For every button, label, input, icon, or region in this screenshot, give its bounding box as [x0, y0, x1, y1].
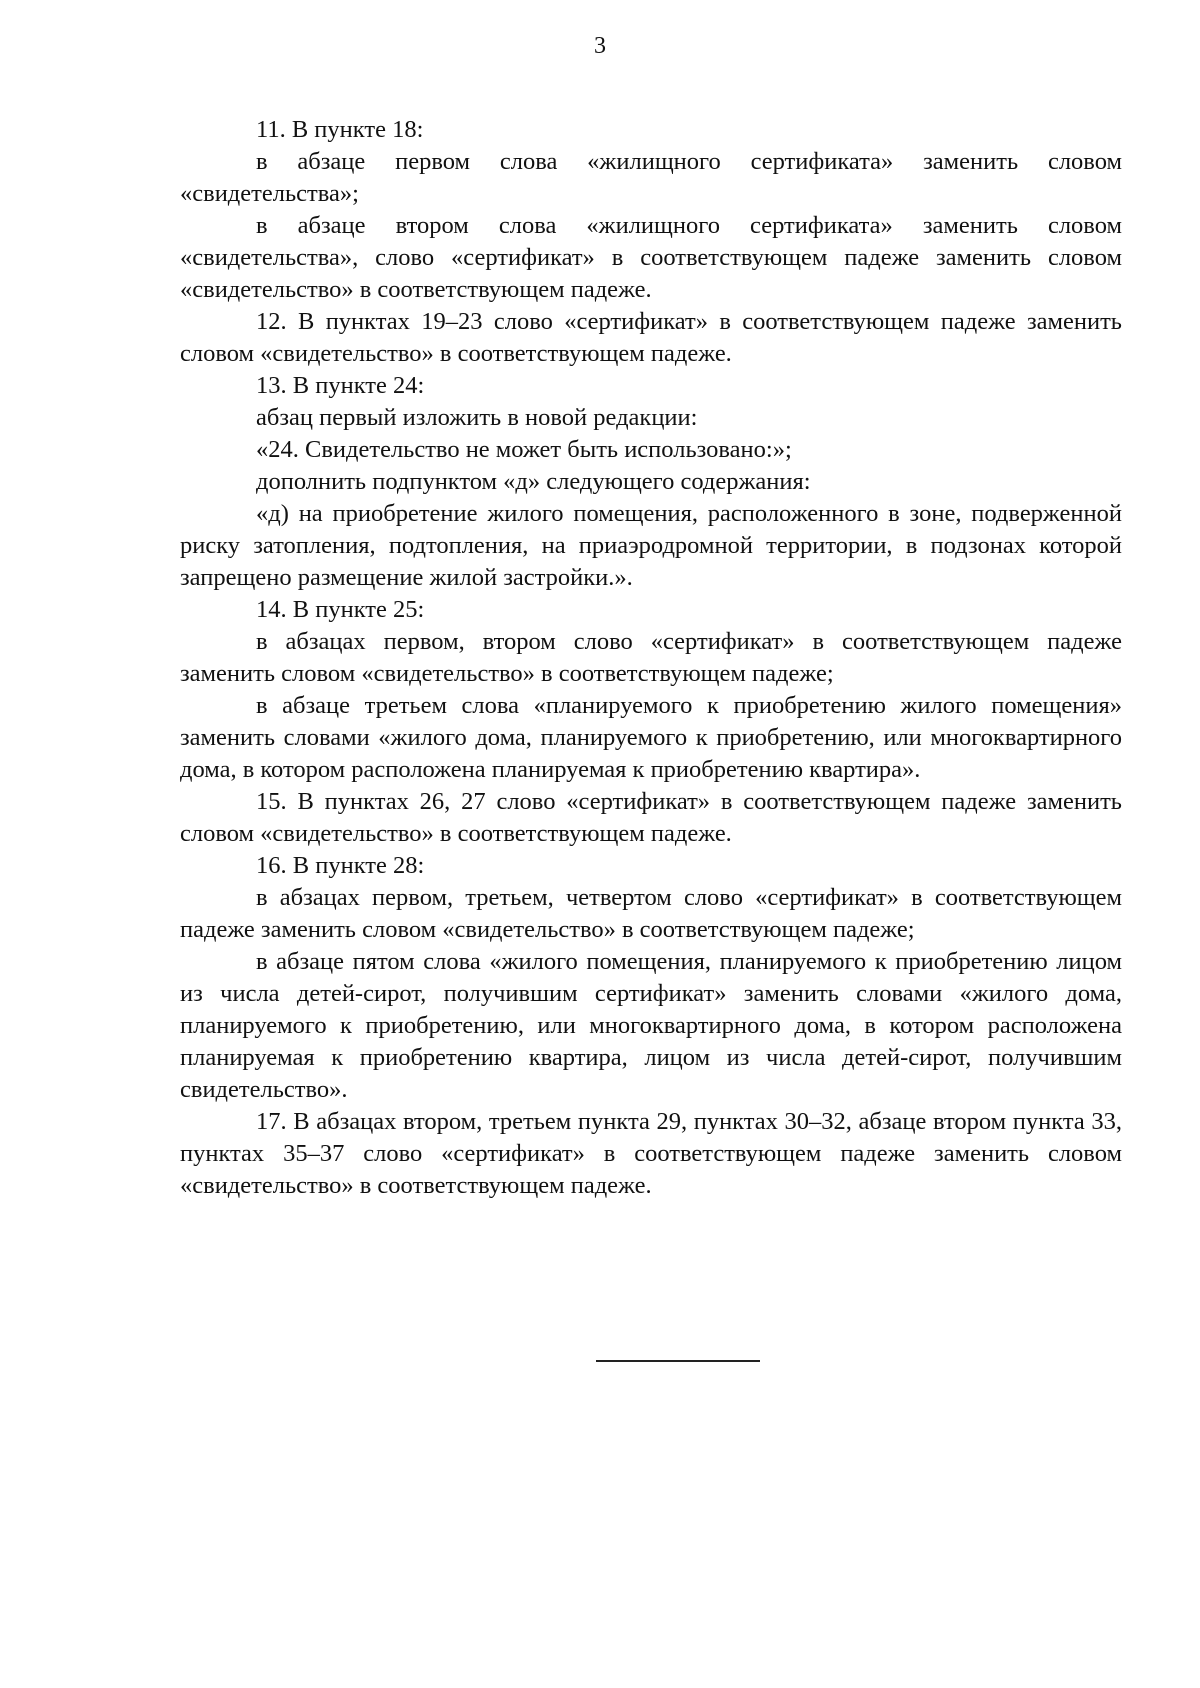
page-number: 3	[594, 33, 606, 59]
paragraph: «д) на приобретение жилого помещения, расположенного в зоне, подверженной риску затопления, подтопления, на приаэродромной территории, в подзонах которой запрещено размещение жилой застройки.».	[180, 500, 1122, 591]
end-of-document-rule	[596, 1360, 760, 1362]
paragraph: дополнить подпунктом «д» следующего содержания:	[256, 468, 811, 495]
paragraph: в абзаце втором слова «жилищного сертификата» заменить словом «свидетельства», слово «сертификат» в соответствующем падеже заменить словом «свидетельство» в соответствующем падеже.	[180, 212, 1122, 303]
paragraph-item-17: 17. В абзацах втором, третьем пункта 29, пунктах 30–32, абзаце втором пункта 33, пунктах 35–37 слово «сертификат» в соответствующем падеже заменить словом «свидетельство» в соответствующем падеже.	[180, 1108, 1122, 1199]
paragraph-item-16-heading: 16. В пункте 28:	[256, 852, 425, 879]
paragraph-item-14-heading: 14. В пункте 25:	[256, 596, 425, 623]
paragraph: в абзацах первом, втором слово «сертификат» в соответствующем падеже заменить словом «свидетельство» в соответствующем падеже;	[180, 628, 1122, 687]
paragraph-item-11-heading: 11. В пункте 18:	[256, 116, 424, 143]
paragraph: в абзацах первом, третьем, четвертом слово «сертификат» в соответствующем падеже заменить словом «свидетельство» в соответствующем падеже;	[180, 884, 1122, 943]
paragraph-item-15: 15. В пунктах 26, 27 слово «сертификат» в соответствующем падеже заменить словом «свидетельство» в соответствующем падеже.	[180, 788, 1122, 847]
paragraph: в абзаце пятом слова «жилого помещения, планируемого к приобретению лицом из числа детей-сирот, получившим сертификат» заменить словами «жилого дома, планируемого к приобретению, или многоквартирного дома, в котором расположена планируемая к приобретению квартира, лицом из числа детей-сирот, получившим свидетельство».	[180, 948, 1122, 1103]
document-body	[180, 114, 1122, 1202]
paragraph: в абзаце третьем слова «планируемого к приобретению жилого помещения» заменить словами «жилого дома, планируемого к приобретению, или многоквартирного дома, в котором расположена планируемая к приобретению квартира».	[180, 692, 1122, 783]
paragraph-item-13-heading: 13. В пункте 24:	[256, 372, 425, 399]
paragraph: абзац первый изложить в новой редакции:	[256, 404, 698, 431]
paragraph: в абзаце первом слова «жилищного сертификата» заменить словом «свидетельства»;	[180, 148, 1122, 207]
paragraph: «24. Свидетельство не может быть использовано:»;	[256, 436, 792, 463]
paragraph-item-12: 12. В пунктах 19–23 слово «сертификат» в соответствующем падеже заменить словом «свидетельство» в соответствующем падеже.	[180, 308, 1122, 367]
